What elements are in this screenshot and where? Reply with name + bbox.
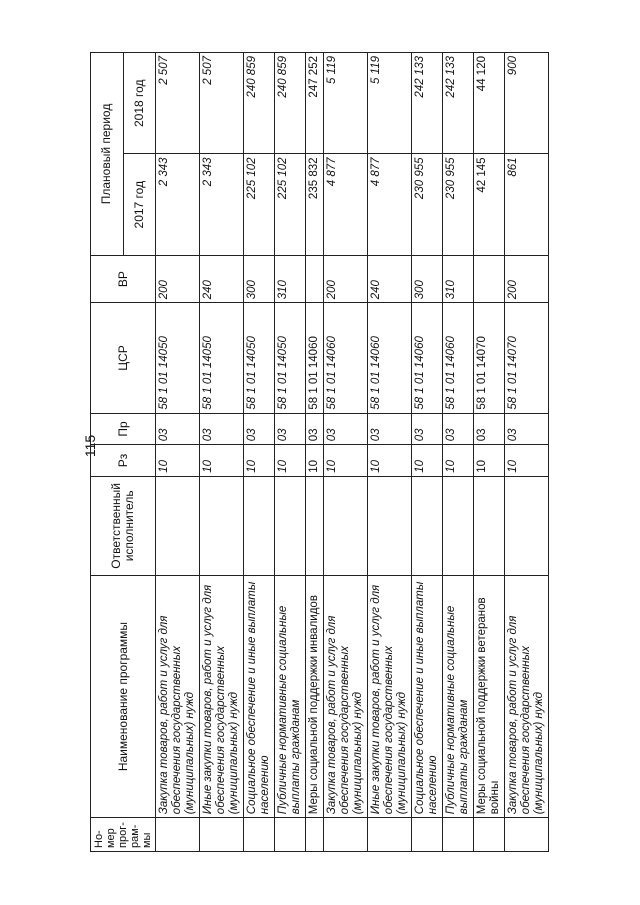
table-row: [412, 53, 443, 852]
row-2017-cell: 235 832: [306, 154, 324, 255]
table-row: [244, 53, 275, 852]
row-2018-cell: 5 119: [324, 53, 368, 154]
header-year-2017: 2017 год: [123, 154, 156, 255]
row-number-cell: [324, 818, 368, 852]
row-name-cell: Меры социальной поддержки инвалидов: [306, 575, 324, 817]
row-executor-cell: [244, 476, 275, 575]
row-vr-cell: 200: [505, 255, 549, 302]
row-2018-cell: 44 120: [474, 53, 505, 154]
table-row: [156, 53, 200, 852]
row-2017-cell: 42 145: [474, 154, 505, 255]
row-vr-cell: 300: [412, 255, 443, 302]
row-number-cell: [244, 818, 275, 852]
row-number-cell: [443, 818, 474, 852]
header-year-2018: 2018 год: [123, 53, 156, 154]
row-rz-cell: 10: [443, 445, 474, 477]
row-vr-cell: 310: [443, 255, 474, 302]
row-number-cell: [474, 818, 505, 852]
row-vr-cell: [306, 255, 324, 302]
row-number-cell: [368, 818, 412, 852]
table-row: [200, 53, 244, 852]
row-executor-cell: [324, 476, 368, 575]
row-csr-cell: 58 1 01 14070: [505, 303, 549, 413]
row-rz-cell: 10: [306, 445, 324, 477]
row-2017-cell: 2 343: [156, 154, 200, 255]
row-2018-cell: 247 252: [306, 53, 324, 154]
row-2017-cell: 4 877: [368, 154, 412, 255]
header-csr: ЦСР: [91, 303, 156, 413]
row-pr-cell: 03: [368, 413, 412, 445]
table-row: [474, 53, 505, 852]
row-rz-cell: 10: [368, 445, 412, 477]
row-rz-cell: 10: [412, 445, 443, 477]
table-row: [306, 53, 324, 852]
row-number-cell: [412, 818, 443, 852]
row-vr-cell: [474, 255, 505, 302]
row-rz-cell: 10: [505, 445, 549, 477]
row-name-cell: Социальное обеспечение и иные выплаты населению: [412, 575, 443, 817]
row-2017-cell: 230 955: [412, 154, 443, 255]
row-rz-cell: 10: [200, 445, 244, 477]
row-executor-cell: [275, 476, 306, 575]
row-2018-cell: 242 133: [412, 53, 443, 154]
row-executor-cell: [443, 476, 474, 575]
row-pr-cell: 03: [412, 413, 443, 445]
row-name-cell: Закупка товаров, работ и услуг для обеспечения государственных (муниципальных) нужд: [324, 575, 368, 817]
row-pr-cell: 03: [275, 413, 306, 445]
row-name-cell: Иные закупки товаров, работ и услуг для обеспечения государственных (муниципальных) нужд: [200, 575, 244, 817]
row-pr-cell: 03: [443, 413, 474, 445]
row-pr-cell: 03: [474, 413, 505, 445]
row-csr-cell: 58 1 01 14060: [443, 303, 474, 413]
row-2018-cell: 240 859: [275, 53, 306, 154]
row-executor-cell: [368, 476, 412, 575]
row-pr-cell: 03: [200, 413, 244, 445]
row-pr-cell: 03: [306, 413, 324, 445]
row-pr-cell: 03: [324, 413, 368, 445]
row-csr-cell: 58 1 01 14060: [324, 303, 368, 413]
header-row: [91, 53, 124, 852]
header-program-name: Наименование программы: [91, 575, 156, 817]
row-rz-cell: 10: [275, 445, 306, 477]
page-number: 115: [82, 434, 98, 458]
row-csr-cell: 58 1 01 14050: [275, 303, 306, 413]
row-executor-cell: [474, 476, 505, 575]
row-executor-cell: [200, 476, 244, 575]
row-csr-cell: 58 1 01 14060: [412, 303, 443, 413]
row-name-cell: Меры социальной поддержки ветеранов войны: [474, 575, 505, 817]
table-row: [368, 53, 412, 852]
row-name-cell: Публичные нормативные социальные выплаты гражданам: [443, 575, 474, 817]
row-executor-cell: [156, 476, 200, 575]
row-2017-cell: 230 955: [443, 154, 474, 255]
row-2017-cell: 861: [505, 154, 549, 255]
table-row: [443, 53, 474, 852]
row-number-cell: [156, 818, 200, 852]
table-body: [156, 53, 549, 852]
row-csr-cell: 58 1 01 14060: [306, 303, 324, 413]
row-vr-cell: 200: [324, 255, 368, 302]
row-vr-cell: 300: [244, 255, 275, 302]
row-2017-cell: 225 102: [244, 154, 275, 255]
row-2018-cell: 900: [505, 53, 549, 154]
row-2018-cell: 240 859: [244, 53, 275, 154]
row-2018-cell: 2 507: [200, 53, 244, 154]
row-2017-cell: 2 343: [200, 154, 244, 255]
row-rz-cell: 10: [324, 445, 368, 477]
row-2018-cell: 2 507: [156, 53, 200, 154]
row-rz-cell: 10: [474, 445, 505, 477]
row-csr-cell: 58 1 01 14050: [244, 303, 275, 413]
row-2017-cell: 4 877: [324, 154, 368, 255]
header-pr: Пр: [91, 413, 156, 445]
budget-table: [90, 52, 549, 852]
row-executor-cell: [412, 476, 443, 575]
row-number-cell: [505, 818, 549, 852]
header-rz: Рз: [91, 445, 156, 477]
header-executor: Ответственный исполнитель: [91, 476, 156, 575]
table-row: [275, 53, 306, 852]
row-name-cell: Закупка товаров, работ и услуг для обеспечения государственных (муниципальных) нужд: [505, 575, 549, 817]
row-pr-cell: 03: [156, 413, 200, 445]
row-name-cell: Публичные нормативные социальные выплаты гражданам: [275, 575, 306, 817]
row-rz-cell: 10: [244, 445, 275, 477]
row-name-cell: Закупка товаров, работ и услуг для обеспечения государственных (муниципальных) нужд: [156, 575, 200, 817]
row-vr-cell: 310: [275, 255, 306, 302]
row-name-cell: Иные закупки товаров, работ и услуг для обеспечения государственных (муниципальных) нужд: [368, 575, 412, 817]
row-csr-cell: 58 1 01 14050: [156, 303, 200, 413]
rotated-page: [90, 52, 550, 852]
row-2018-cell: 242 133: [443, 53, 474, 154]
row-2018-cell: 5 119: [368, 53, 412, 154]
row-name-cell: Социальное обеспечение и иные выплаты населению: [244, 575, 275, 817]
header-planned-period: Плановый период: [91, 53, 124, 256]
row-rz-cell: 10: [156, 445, 200, 477]
row-2017-cell: 225 102: [275, 154, 306, 255]
row-vr-cell: 240: [368, 255, 412, 302]
row-csr-cell: 58 1 01 14060: [368, 303, 412, 413]
row-number-cell: [306, 818, 324, 852]
row-number-cell: [200, 818, 244, 852]
header-vr: ВР: [91, 255, 156, 302]
row-csr-cell: 58 1 01 14050: [200, 303, 244, 413]
row-pr-cell: 03: [505, 413, 549, 445]
table-row: [505, 53, 549, 852]
row-vr-cell: 200: [156, 255, 200, 302]
row-executor-cell: [306, 476, 324, 575]
row-number-cell: [275, 818, 306, 852]
row-csr-cell: 58 1 01 14070: [474, 303, 505, 413]
row-vr-cell: 240: [200, 255, 244, 302]
table-row: [324, 53, 368, 852]
row-pr-cell: 03: [244, 413, 275, 445]
row-executor-cell: [505, 476, 549, 575]
header-program-number: Но- мер прог- рам- мы: [91, 818, 156, 852]
